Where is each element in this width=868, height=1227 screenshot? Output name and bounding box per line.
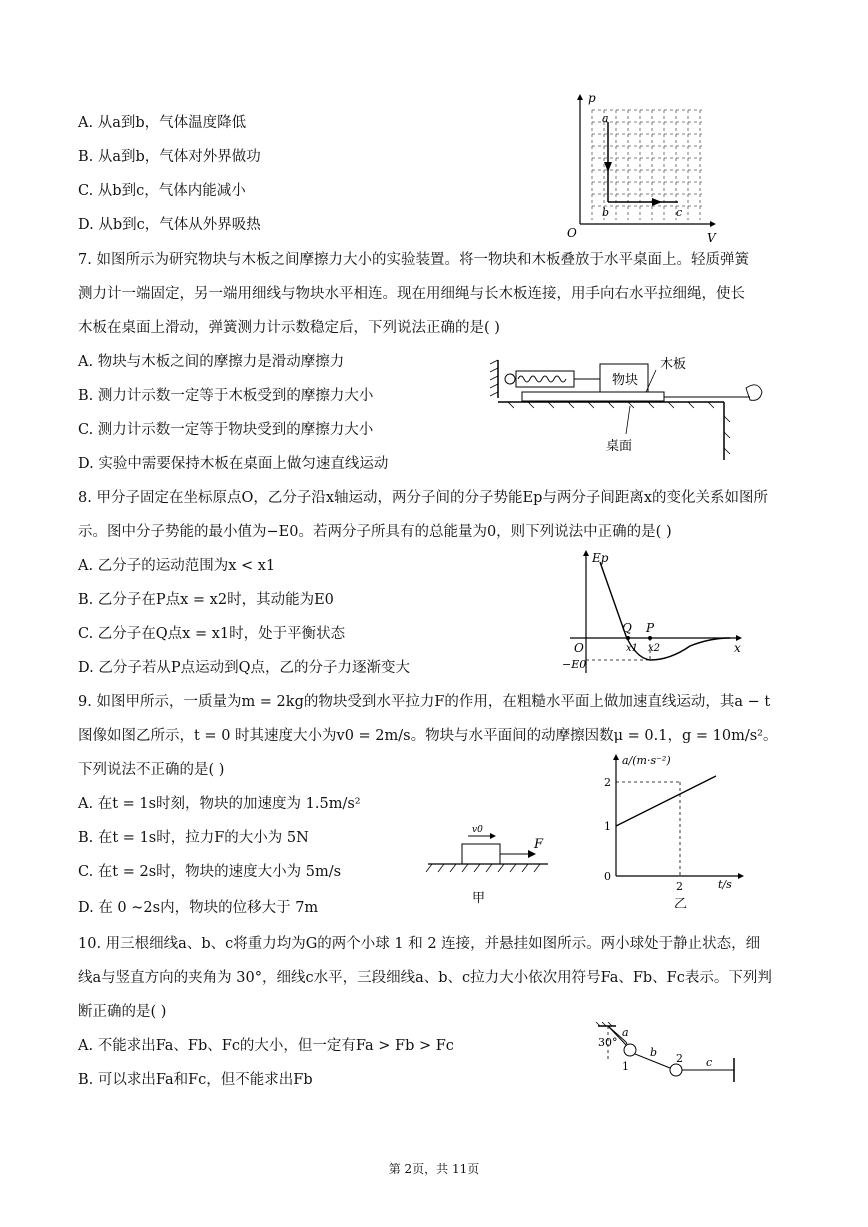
block-box [462, 844, 500, 864]
block-label: 物块 [612, 373, 639, 388]
q10-stem-1: 10. 用三根细线a、b、c将重力均为G的两个小球 1 和 2 连接，并悬挂如图所示。两小球处于静止状态，细 [78, 936, 761, 952]
q7-option-b: B. 测力计示数一定等于木板受到的摩擦力大小 [78, 388, 374, 404]
label-c: c [706, 1056, 713, 1069]
q8-option-d: D. 乙分子若从P点运动到Q点，乙的分子力逐渐变大 [78, 660, 410, 676]
x1-label: x1 [626, 643, 639, 654]
v-label: V [707, 231, 716, 245]
angle-label: 30° [598, 1036, 618, 1049]
origin-label: O [574, 641, 584, 655]
neg-e0-label: −E0 [562, 658, 587, 671]
q6-option-d: D. 从b到c，气体从外界吸热 [78, 217, 261, 233]
ball-1 [624, 1044, 636, 1056]
y-tick-2: 2 [604, 776, 611, 789]
a-axis-label: a/(m·s⁻²) [622, 754, 671, 767]
fig-jia [424, 820, 554, 920]
point-c: c [676, 206, 683, 219]
jia-caption: 甲 [472, 891, 486, 906]
a-t-line [616, 776, 716, 826]
ep-x-graph [560, 548, 745, 678]
q7-stem-2: 测力计一端固定，另一端用细线与物块水平相连。现在用细绳与长木板连接，用手向右水平拉细绳，使长 [78, 286, 745, 302]
q7-stem-1: 7. 如图所示为研究物块与木板之间摩擦力大小的实验装置。将一物块和木板叠放于水平桌面上。轻质弹簧 [78, 252, 749, 268]
q10-stem-3: 断正确的是( ) [78, 1004, 167, 1020]
ball-2 [670, 1064, 682, 1076]
q10-stem-2: 线a与竖直方向的夹角为 30°，细线c水平，三段细线a、b、c拉力大小依次用符号Fa、Fb、Fc表示。下列判 [78, 970, 772, 986]
table-label: 桌面 [606, 439, 633, 454]
q7-option-a: A. 物块与木板之间的摩擦力是滑动摩擦力 [78, 354, 345, 370]
point-b: b [602, 206, 610, 219]
v0-label: v0 [472, 825, 483, 835]
spring-scale [516, 371, 574, 387]
label-b: b [650, 1046, 658, 1059]
q9-stem-3: 下列说法不正确的是( ) [78, 762, 225, 778]
q8-stem-1: 8. 甲分子固定在坐标原点O，乙分子沿x轴运动，两分子间的分子势能Ep与两分子间距离x的变化关系如图所 [78, 490, 769, 506]
q10-option-a: A. 不能求出Fa、Fb、Fc的大小，但一定有Fa > Fb > Fc [78, 1038, 454, 1054]
ball-1-label: 1 [622, 1060, 629, 1073]
pv-diagram [562, 92, 722, 247]
board [522, 392, 664, 401]
page-footer: 第 2页，共 11页 [388, 1162, 480, 1176]
ball-2-label: 2 [676, 1052, 683, 1065]
x-label: x [734, 641, 741, 655]
p-label: p [588, 92, 596, 105]
x2-label: x2 [648, 643, 661, 654]
f-label: F [534, 837, 544, 852]
q7-option-d: D. 实验中需要保持木板在桌面上做匀速直线运动 [78, 456, 389, 472]
origin-label: O [567, 226, 577, 240]
q7-option-c: C. 测力计示数一定等于物块受到的摩擦力大小 [78, 422, 374, 438]
q9-option-b: B. 在t = 1s时，拉力F的大小为 5N [78, 830, 309, 846]
q6-option-c: C. 从b到c，气体内能减小 [78, 183, 246, 199]
q9-stem-2: 图像如图乙所示，t = 0 时其速度大小为v0 = 2m/s。物块与水平面间的动摩擦因数μ = 0.1，g = 10m/s²。 [78, 728, 778, 744]
point-a: a [602, 112, 609, 125]
q6-option-a: A. 从a到b，气体温度降低 [78, 115, 247, 131]
q8-stem-2: 示。图中分子势能的最小值为−E0。若两分子所具有的总能量为0，则下列说法中正确的是( ) [78, 524, 672, 540]
yi-caption: 乙 [674, 897, 688, 908]
q6-option-b: B. 从a到b，气体对外界做功 [78, 149, 261, 165]
t-axis-label: t/s [718, 878, 732, 891]
q9-stem-1: 9. 如图甲所示，一质量为m = 2kg的物块受到水平拉力F的作用，在粗糙水平面上做加速直线运动，其a − t [78, 694, 771, 710]
two-balls-figure [588, 1022, 748, 1094]
q7-stem-3: 木板在桌面上滑动，弹簧测力计示数稳定后，下列说法正确的是( ) [78, 320, 500, 336]
x-tick-2: 2 [676, 880, 683, 893]
q-label: Q [622, 621, 632, 635]
y-tick-0: 0 [604, 870, 611, 883]
fig-yi-a-t-graph [594, 748, 754, 908]
ep-label: Ep [592, 551, 609, 565]
q8-option-b: B. 乙分子在P点x = x2时，其动能为E0 [78, 592, 334, 608]
ep-curve [600, 562, 730, 660]
q10-option-b: B. 可以求出Fa和Fc，但不能求出Fb [78, 1072, 313, 1088]
label-a: a [622, 1026, 629, 1039]
q8-option-a: A. 乙分子的运动范围为x < x1 [78, 558, 276, 574]
p-label: P [646, 621, 655, 635]
hand [746, 385, 762, 401]
q9-option-a: A. 在t = 1s时刻，物块的加速度为 1.5m/s² [78, 796, 361, 812]
friction-apparatus [488, 350, 778, 462]
board-label: 木板 [660, 357, 687, 372]
q9-option-d: D. 在 0 ~2s内，物块的位移大于 7m [78, 900, 319, 916]
q8-option-c: C. 乙分子在Q点x = x1时，处于平衡状态 [78, 626, 346, 642]
y-tick-1: 1 [604, 820, 611, 833]
q9-option-c: C. 在t = 2s时，物块的速度大小为 5m/s [78, 864, 342, 880]
